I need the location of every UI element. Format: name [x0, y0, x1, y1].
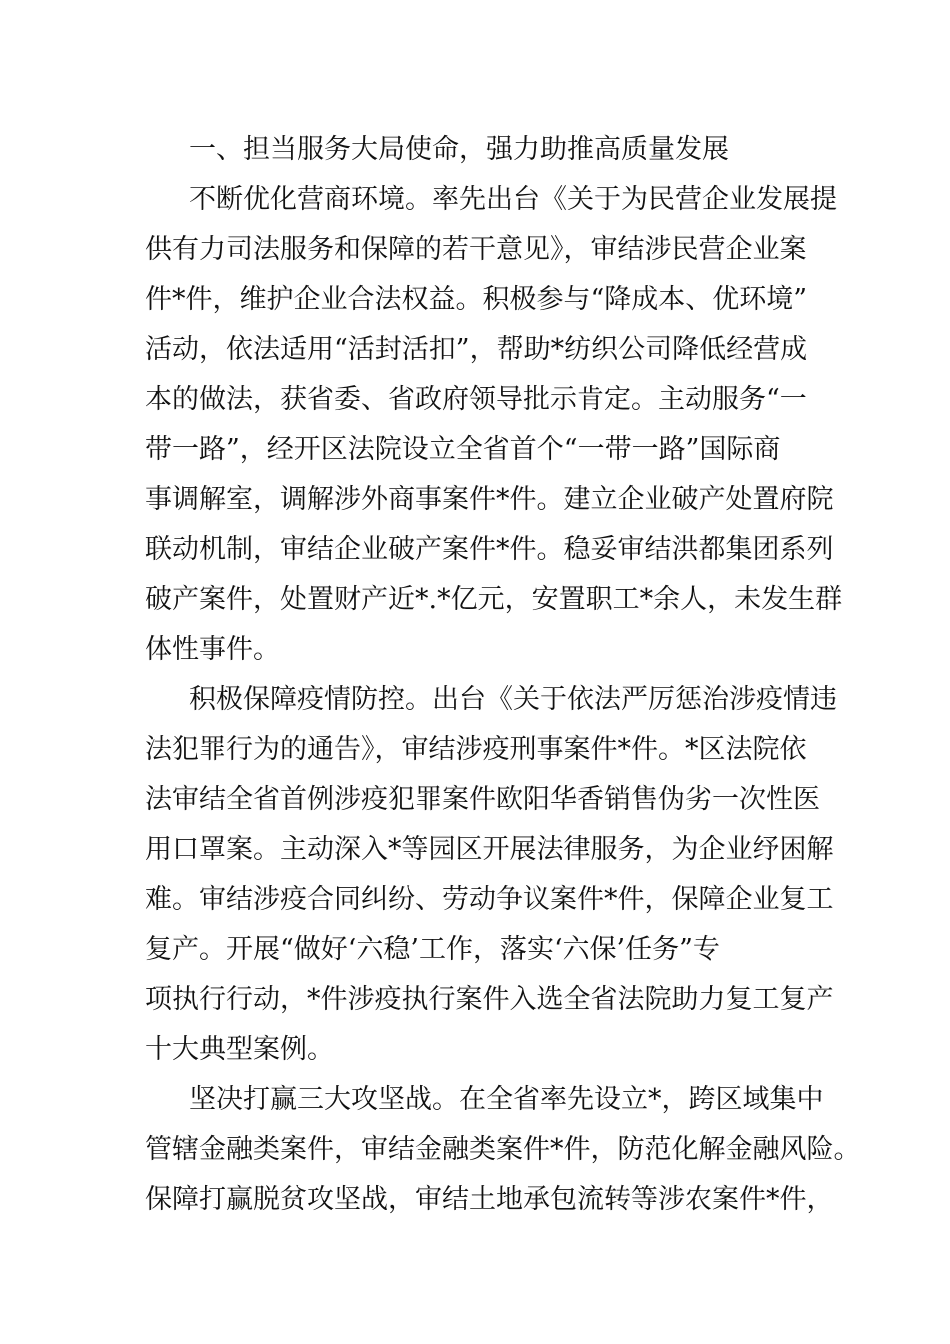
paragraph-2-line-4: 用口罩案。主动深入*等园区开展法律服务，为企业纾困解 — [145, 834, 834, 865]
paragraph-2-line-8: 十大典型案例。 — [145, 1034, 334, 1065]
paragraph-2-line-7: 项执行行动，*件涉疫执行案件入选全省法院助力复工复产 — [145, 984, 834, 1015]
paragraph-1-line-2: 供有力司法服务和保障的若干意见》，审结涉民营企业案 — [145, 234, 807, 265]
section-heading: 一、担当服务大局使命，强力助推高质量发展 — [189, 134, 729, 165]
paragraph-1-line-5: 本的做法，获省委、省政府领导批示肯定。主动服务“一 — [145, 384, 807, 415]
paragraph-1-line-10: 体性事件。 — [145, 634, 280, 665]
paragraph-1-line-1: 不断优化营商环境。率先出台《关于为民营企业发展提 — [189, 184, 837, 215]
paragraph-1-line-4: 活动，依法适用“活封活扣”，帮助*纺织公司降低经营成 — [145, 334, 808, 365]
paragraph-2-line-1: 积极保障疫情防控。出台《关于依法严厉惩治涉疫情违 — [189, 684, 837, 715]
paragraph-2-line-5: 难。审结涉疫合同纠纷、劳动争议案件*件，保障企业复工 — [145, 884, 834, 915]
paragraph-1-line-3: 件*件，维护企业合法权益。积极参与“降成本、优环境” — [145, 284, 808, 315]
paragraph-1-line-8: 联动机制，审结企业破产案件*件。稳妥审结洪都集团系列 — [145, 534, 834, 565]
paragraph-1-line-9: 破产案件，处置财产近*.*亿元，安置职工*余人，未发生群 — [145, 584, 843, 615]
paragraph-2-line-6: 复产。开展“做好‘六稳’工作，落实‘六保’任务”专 — [145, 934, 720, 965]
paragraph-2-line-3: 法审结全省首例涉疫犯罪案件欧阳华香销售伪劣一次性医 — [145, 784, 820, 815]
paragraph-1-line-7: 事调解室，调解涉外商事案件*件。建立企业破产处置府院 — [145, 484, 834, 515]
paragraph-1-line-6: 带一路”，经开区法院设立全省首个“一带一路”国际商 — [145, 434, 781, 465]
paragraph-3-line-2: 管辖金融类案件，审结金融类案件*件，防范化解金融风险。 — [145, 1134, 861, 1165]
paragraph-3-line-1: 坚决打赢三大攻坚战。在全省率先设立*，跨区域集中 — [189, 1084, 824, 1115]
paragraph-3-line-3: 保障打赢脱贫攻坚战，审结土地承包流转等涉农案件*件， — [145, 1184, 834, 1215]
paragraph-2-line-2: 法犯罪行为的通告》，审结涉疫刑事案件*件。*区法院依 — [145, 734, 807, 765]
